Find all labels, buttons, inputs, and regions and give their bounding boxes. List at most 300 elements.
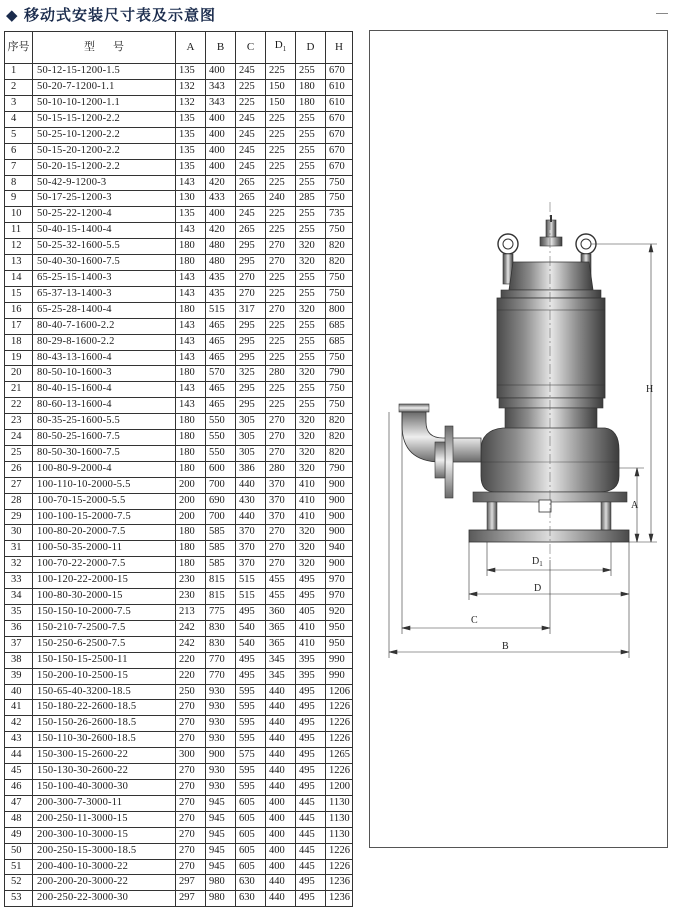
cell-c: 295 (236, 382, 266, 398)
cell-d: 255 (296, 382, 326, 398)
cell-model: 200-250-22-3000-30 (33, 891, 176, 907)
cell-d1: 440 (266, 891, 296, 907)
cell-model: 150-150-15-2500-11 (33, 652, 176, 668)
cell-b: 945 (206, 811, 236, 827)
cell-d1: 400 (266, 827, 296, 843)
cell-model: 100-80-20-2000-7.5 (33, 525, 176, 541)
cell-h: 1226 (326, 859, 353, 875)
table-row (5, 716, 353, 732)
cell-c: 605 (236, 795, 266, 811)
cell-model: 80-40-7-1600-2.2 (33, 318, 176, 334)
cell-h: 990 (326, 652, 353, 668)
cell-h: 820 (326, 239, 353, 255)
cell-d1: 365 (266, 636, 296, 652)
table-row (5, 541, 353, 557)
cell-d1: 280 (266, 461, 296, 477)
cell-c: 265 (236, 191, 266, 207)
cell-d: 320 (296, 461, 326, 477)
cell-c: 515 (236, 573, 266, 589)
cell-no: 32 (5, 557, 33, 573)
cell-d1: 225 (266, 334, 296, 350)
cell-model: 150-110-30-2600-18.5 (33, 732, 176, 748)
cell-h: 950 (326, 620, 353, 636)
cell-d: 180 (296, 96, 326, 112)
cell-d: 320 (296, 414, 326, 430)
cell-model: 150-100-40-3000-30 (33, 779, 176, 795)
table-row (5, 382, 353, 398)
cell-d: 255 (296, 398, 326, 414)
cell-h: 685 (326, 334, 353, 350)
cell-d1: 270 (266, 255, 296, 271)
cell-h: 1226 (326, 843, 353, 859)
cell-h: 1265 (326, 748, 353, 764)
cell-h: 820 (326, 445, 353, 461)
cell-d: 255 (296, 159, 326, 175)
cell-no: 39 (5, 668, 33, 684)
cell-c: 370 (236, 541, 266, 557)
cell-d: 320 (296, 366, 326, 382)
cell-no: 3 (5, 96, 33, 112)
pump-base (469, 492, 629, 542)
cell-model: 200-300-7-3000-11 (33, 795, 176, 811)
table-row (5, 493, 353, 509)
cell-a: 220 (176, 652, 206, 668)
cell-d: 445 (296, 827, 326, 843)
table-row (5, 414, 353, 430)
cell-a: 143 (176, 334, 206, 350)
table-row (5, 318, 353, 334)
cell-a: 230 (176, 589, 206, 605)
cell-h: 1206 (326, 684, 353, 700)
header-model: 型号 (33, 32, 176, 64)
table-row (5, 732, 353, 748)
cell-d1: 240 (266, 191, 296, 207)
dim-d-label: D (534, 583, 542, 594)
cell-a: 180 (176, 557, 206, 573)
cell-no: 1 (5, 64, 33, 80)
cell-c: 270 (236, 270, 266, 286)
cell-no: 43 (5, 732, 33, 748)
cell-no: 47 (5, 795, 33, 811)
cell-b: 400 (206, 111, 236, 127)
cell-b: 435 (206, 270, 236, 286)
cell-d1: 365 (266, 620, 296, 636)
cell-no: 12 (5, 239, 33, 255)
cell-c: 265 (236, 175, 266, 191)
table-row (5, 668, 353, 684)
cell-model: 65-37-13-1400-3 (33, 286, 176, 302)
cell-model: 50-42-9-1200-3 (33, 175, 176, 191)
cell-d: 320 (296, 445, 326, 461)
cell-c: 245 (236, 127, 266, 143)
cell-d1: 270 (266, 302, 296, 318)
cell-no: 24 (5, 430, 33, 446)
cell-model: 50-10-10-1200-1.1 (33, 96, 176, 112)
table-row (5, 891, 353, 907)
cell-d1: 150 (266, 96, 296, 112)
cell-d1: 225 (266, 175, 296, 191)
cell-no: 31 (5, 541, 33, 557)
cell-a: 135 (176, 111, 206, 127)
cell-c: 595 (236, 716, 266, 732)
cell-model: 200-200-20-3000-22 (33, 875, 176, 891)
table-row (5, 795, 353, 811)
cell-h: 970 (326, 589, 353, 605)
cell-d1: 270 (266, 445, 296, 461)
cell-no: 29 (5, 509, 33, 525)
header-no: 序号 (5, 32, 33, 64)
cell-model: 100-120-22-2000-15 (33, 573, 176, 589)
cell-d: 320 (296, 255, 326, 271)
table-row (5, 573, 353, 589)
cell-no: 8 (5, 175, 33, 191)
table-row (5, 509, 353, 525)
cell-no: 44 (5, 748, 33, 764)
cell-no: 42 (5, 716, 33, 732)
cell-d: 320 (296, 557, 326, 573)
cable-gland (540, 215, 562, 246)
cell-model: 80-35-25-1600-5.5 (33, 414, 176, 430)
cell-d: 320 (296, 541, 326, 557)
cell-c: 370 (236, 557, 266, 573)
header-h: H (326, 32, 353, 64)
cell-d1: 225 (266, 270, 296, 286)
dim-d1 (487, 542, 611, 576)
cell-d: 255 (296, 207, 326, 223)
cell-d: 495 (296, 748, 326, 764)
cell-b: 433 (206, 191, 236, 207)
cell-b: 770 (206, 668, 236, 684)
cell-c: 540 (236, 636, 266, 652)
cell-b: 400 (206, 143, 236, 159)
table-row (5, 557, 353, 573)
cell-d: 495 (296, 716, 326, 732)
cell-model: 50-25-32-1600-5.5 (33, 239, 176, 255)
cell-b: 480 (206, 239, 236, 255)
cell-c: 245 (236, 111, 266, 127)
cell-model: 100-100-15-2000-7.5 (33, 509, 176, 525)
cell-no: 4 (5, 111, 33, 127)
table-row (5, 143, 353, 159)
cell-d: 255 (296, 64, 326, 80)
cell-model: 50-20-15-1200-2.2 (33, 159, 176, 175)
cell-no: 5 (5, 127, 33, 143)
cell-d: 255 (296, 334, 326, 350)
cell-d: 320 (296, 525, 326, 541)
cell-h: 1226 (326, 700, 353, 716)
pump-diagram (369, 30, 668, 848)
cell-model: 50-15-15-1200-2.2 (33, 111, 176, 127)
cell-d: 255 (296, 111, 326, 127)
cell-no: 52 (5, 875, 33, 891)
cell-model: 150-200-10-2500-15 (33, 668, 176, 684)
cell-no: 27 (5, 477, 33, 493)
table-row (5, 620, 353, 636)
cell-a: 270 (176, 732, 206, 748)
cell-h: 990 (326, 668, 353, 684)
cell-h: 790 (326, 366, 353, 382)
cell-model: 50-12-15-1200-1.5 (33, 64, 176, 80)
cell-b: 945 (206, 827, 236, 843)
cell-a: 180 (176, 430, 206, 446)
cell-d1: 225 (266, 382, 296, 398)
cell-b: 420 (206, 175, 236, 191)
cell-c: 386 (236, 461, 266, 477)
cell-c: 325 (236, 366, 266, 382)
cell-b: 770 (206, 652, 236, 668)
cell-h: 900 (326, 557, 353, 573)
cell-no: 35 (5, 605, 33, 621)
page-title-text: 移动式安装尺寸表及示意图 (24, 6, 217, 24)
cell-model: 80-40-15-1600-4 (33, 382, 176, 398)
cell-d1: 270 (266, 239, 296, 255)
cell-d1: 400 (266, 843, 296, 859)
cell-c: 605 (236, 827, 266, 843)
cell-d: 410 (296, 636, 326, 652)
cell-model: 150-300-15-2600-22 (33, 748, 176, 764)
table-row (5, 589, 353, 605)
cell-no: 34 (5, 589, 33, 605)
cell-b: 830 (206, 636, 236, 652)
cell-a: 270 (176, 811, 206, 827)
cell-no: 13 (5, 255, 33, 271)
cell-d: 495 (296, 764, 326, 780)
cell-d: 495 (296, 589, 326, 605)
cell-no: 48 (5, 811, 33, 827)
cell-model: 150-65-40-3200-18.5 (33, 684, 176, 700)
table-row (5, 652, 353, 668)
cell-d: 495 (296, 700, 326, 716)
cell-d1: 270 (266, 541, 296, 557)
cell-a: 135 (176, 207, 206, 223)
cell-a: 297 (176, 891, 206, 907)
cell-d1: 370 (266, 477, 296, 493)
cell-d1: 360 (266, 605, 296, 621)
cell-model: 80-43-13-1600-4 (33, 350, 176, 366)
cell-d: 255 (296, 318, 326, 334)
table-row (5, 859, 353, 875)
cell-c: 430 (236, 493, 266, 509)
cell-model: 150-150-10-2000-7.5 (33, 605, 176, 621)
cell-c: 245 (236, 159, 266, 175)
cell-model: 150-130-30-2600-22 (33, 764, 176, 780)
dimension-table (4, 31, 353, 907)
table-row (5, 779, 353, 795)
table-row (5, 684, 353, 700)
cell-b: 700 (206, 477, 236, 493)
diamond-bullet-icon: ◆ (6, 6, 19, 24)
cell-no: 22 (5, 398, 33, 414)
cell-a: 180 (176, 541, 206, 557)
cell-d: 320 (296, 302, 326, 318)
cell-model: 80-50-25-1600-7.5 (33, 430, 176, 446)
table-row (5, 525, 353, 541)
cell-d: 495 (296, 875, 326, 891)
cell-no: 28 (5, 493, 33, 509)
cell-b: 945 (206, 843, 236, 859)
cell-no: 2 (5, 80, 33, 96)
cell-no: 30 (5, 525, 33, 541)
cell-a: 180 (176, 445, 206, 461)
cell-d1: 225 (266, 318, 296, 334)
cell-a: 230 (176, 573, 206, 589)
cell-no: 40 (5, 684, 33, 700)
cell-a: 143 (176, 286, 206, 302)
cell-b: 515 (206, 302, 236, 318)
cell-b: 980 (206, 891, 236, 907)
cell-b: 930 (206, 779, 236, 795)
cell-d1: 225 (266, 350, 296, 366)
cell-a: 135 (176, 64, 206, 80)
cell-a: 143 (176, 350, 206, 366)
cell-c: 495 (236, 652, 266, 668)
cell-b: 343 (206, 96, 236, 112)
cell-a: 220 (176, 668, 206, 684)
cell-no: 51 (5, 859, 33, 875)
table-row (5, 111, 353, 127)
cell-b: 465 (206, 382, 236, 398)
cell-no: 23 (5, 414, 33, 430)
dim-h-label: H (646, 384, 654, 395)
cell-model: 200-400-10-3000-22 (33, 859, 176, 875)
cell-b: 400 (206, 159, 236, 175)
cell-d: 395 (296, 668, 326, 684)
cell-a: 250 (176, 684, 206, 700)
page-title (6, 4, 216, 26)
cell-d1: 225 (266, 64, 296, 80)
cell-a: 242 (176, 636, 206, 652)
cell-no: 20 (5, 366, 33, 382)
cell-h: 750 (326, 191, 353, 207)
cell-b: 550 (206, 430, 236, 446)
cell-model: 100-110-10-2000-5.5 (33, 477, 176, 493)
table-row (5, 223, 353, 239)
cell-c: 295 (236, 318, 266, 334)
cell-model: 50-15-20-1200-2.2 (33, 143, 176, 159)
table-row (5, 461, 353, 477)
cell-a: 270 (176, 859, 206, 875)
cell-d1: 270 (266, 557, 296, 573)
cell-model: 200-300-10-3000-15 (33, 827, 176, 843)
table-row (5, 430, 353, 446)
header-d1: $D_1$ (266, 32, 296, 64)
cell-b: 550 (206, 414, 236, 430)
cell-d: 320 (296, 239, 326, 255)
table-row (5, 127, 353, 143)
cell-d: 255 (296, 175, 326, 191)
table-row (5, 875, 353, 891)
table-row (5, 811, 353, 827)
cell-model: 100-80-9-2000-4 (33, 461, 176, 477)
cell-h: 950 (326, 636, 353, 652)
cell-c: 295 (236, 239, 266, 255)
cell-h: 750 (326, 350, 353, 366)
cell-d: 405 (296, 605, 326, 621)
cell-b: 930 (206, 684, 236, 700)
cell-d1: 455 (266, 573, 296, 589)
cell-b: 930 (206, 764, 236, 780)
cell-b: 570 (206, 366, 236, 382)
table-row (5, 255, 353, 271)
cell-c: 225 (236, 96, 266, 112)
cell-a: 180 (176, 366, 206, 382)
cell-b: 930 (206, 700, 236, 716)
cell-a: 300 (176, 748, 206, 764)
cell-a: 143 (176, 270, 206, 286)
cell-d1: 270 (266, 525, 296, 541)
cell-model: 80-50-30-1600-7.5 (33, 445, 176, 461)
discharge-elbow (399, 404, 481, 498)
cell-no: 6 (5, 143, 33, 159)
cell-model: 150-180-22-2600-18.5 (33, 700, 176, 716)
cell-c: 440 (236, 509, 266, 525)
cell-h: 900 (326, 509, 353, 525)
cell-c: 605 (236, 843, 266, 859)
cell-d1: 225 (266, 127, 296, 143)
cell-c: 245 (236, 143, 266, 159)
cell-model: 80-29-8-1600-2.2 (33, 334, 176, 350)
cell-a: 143 (176, 398, 206, 414)
cell-d1: 225 (266, 111, 296, 127)
cell-b: 945 (206, 795, 236, 811)
dim-c-label: C (471, 615, 478, 626)
table-row (5, 175, 353, 191)
cell-h: 750 (326, 286, 353, 302)
cell-d: 445 (296, 843, 326, 859)
cell-c: 305 (236, 430, 266, 446)
cell-no: 49 (5, 827, 33, 843)
cell-c: 295 (236, 350, 266, 366)
table-header-row (5, 32, 353, 64)
table-row (5, 334, 353, 350)
cell-d1: 270 (266, 414, 296, 430)
cell-b: 550 (206, 445, 236, 461)
cell-b: 400 (206, 64, 236, 80)
cell-no: 53 (5, 891, 33, 907)
cell-c: 295 (236, 398, 266, 414)
cell-model: 100-70-22-2000-7.5 (33, 557, 176, 573)
cell-c: 265 (236, 223, 266, 239)
table-row (5, 748, 353, 764)
cell-h: 900 (326, 477, 353, 493)
cell-a: 270 (176, 843, 206, 859)
cell-a: 270 (176, 764, 206, 780)
cell-c: 295 (236, 334, 266, 350)
cell-c: 595 (236, 700, 266, 716)
cell-model: 150-150-26-2600-18.5 (33, 716, 176, 732)
cell-b: 600 (206, 461, 236, 477)
cell-model: 100-70-15-2000-5.5 (33, 493, 176, 509)
cell-b: 945 (206, 859, 236, 875)
cell-a: 135 (176, 127, 206, 143)
cell-d1: 440 (266, 684, 296, 700)
table-row (5, 605, 353, 621)
dim-b-label: B (502, 641, 509, 652)
cell-b: 465 (206, 318, 236, 334)
cell-h: 1130 (326, 795, 353, 811)
cell-d1: 440 (266, 764, 296, 780)
cell-model: 100-50-35-2000-11 (33, 541, 176, 557)
header-d: D (296, 32, 326, 64)
cell-c: 540 (236, 620, 266, 636)
cell-no: 18 (5, 334, 33, 350)
cell-d1: 150 (266, 80, 296, 96)
cell-c: 495 (236, 605, 266, 621)
cell-c: 305 (236, 445, 266, 461)
cell-model: 80-60-13-1600-4 (33, 398, 176, 414)
cell-b: 465 (206, 350, 236, 366)
cell-h: 750 (326, 382, 353, 398)
